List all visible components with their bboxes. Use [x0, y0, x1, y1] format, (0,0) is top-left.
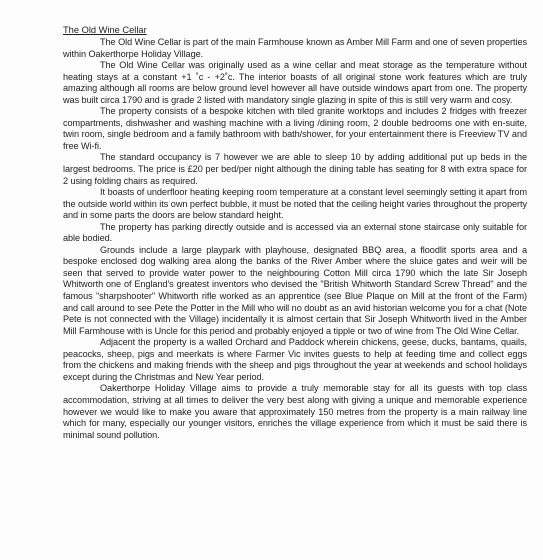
paragraph-intro: The Old Wine Cellar is part of the main Farmhouse known as Amber Mill Farm and one of seven properties within Oakerthorpe Holiday Village.: [63, 37, 527, 59]
paragraph-occupancy: The standard occupancy is 7 however we are able to sleep 10 by adding additional put up beds in the largest bedrooms. The price is £20 per bed/per night although the dining table has seating for 8 with extra space for 2 using folding chairs as required.: [63, 152, 527, 186]
paragraph-village: Oakerthorpe Holiday Village aims to provide a truly memorable stay for all its guests with top class accommodation, striving at all times to deliver the very best along with giving a unique and memorable experience however we would like to make you aware that approximately 150 metres from the property is a main railway line which for many, especially our younger visitors, enriches the village experience from which it must be said there is minimal sound pollution.: [63, 383, 527, 440]
document-title: The Old Wine Cellar: [63, 25, 147, 35]
paragraph-orchard: Adjacent the property is a walled Orchard and Paddock wherein chickens, geese, ducks, bantams, quails, peacocks, sheep, pigs and meerkats is where Farmer Vic invites guests to help at feeding time and collect eggs from the chickens and making friends with the sheep and pigs throughout the year at weekends and school holidays except during the Christmas and New Year period.: [63, 337, 527, 382]
paragraph-parking: The property has parking directly outside and is accessed via an external stone staircase only suitable for able bodied.: [63, 221, 527, 244]
paragraph-history: The Old Wine Cellar was originally used as a wine cellar and meat storage as the temperature without heating stays at a constant +1 ˚c - +2˚c. The interior boasts of all original stone work features which are truly amazing although all rooms are below ground level however all have outside windows apart from one. The property was built circa 1790 and is grade 2 listed with mandatory single glazing in spite of this is still very warm and cosy.: [63, 60, 527, 105]
paragraph-layout: The property consists of a bespoke kitchen with tiled granite worktops and includes 2 fridges with freezer compartments, dishwasher and washing machine with a living /dining room, 2 double bedrooms one with en-suite, twin room, single bedroom and a family bathroom with bath/shower, for your entertainment there is Freeview TV and free Wi-fi.: [63, 106, 527, 151]
paragraph-grounds: Grounds include a large playpark with playhouse, designated BBQ area, a floodlit sports area and a bespoke enclosed dog walking area along the banks of the River Amber where the sluice gates and weir will be seen that served to provide water power to the neighbouring Cotton Mill circa 1790 which the late Sir Joseph Whitworth one of England's greatest inventors who devised the "British Whitworth Standard Screw Thread" and the famous "sharpshooter" Whitworth rifle worked as an apprentice (see Blue Plaque on Mill at the front of the Farm) and call around to see Pete the Potter in the Mill who will no doubt as an avid historian welcome you for a chat (Note Pete is not connected with the Village) incidentally it is almost certain that Sir Joseph Whitworth lived in the Amber Mill Farmhouse with is Uncle for this period and probably enjoyed a tipple or two of wine from The Old Wine Cellar.: [63, 244, 527, 336]
paragraph-heating: It boasts of underfloor heating keeping room temperature at a constant level seemingly setting it apart from the outside world within its own perfect bubble, it must be noted that the ceiling height varies throughout the property and in some parts the doors are below standard height.: [63, 187, 527, 221]
